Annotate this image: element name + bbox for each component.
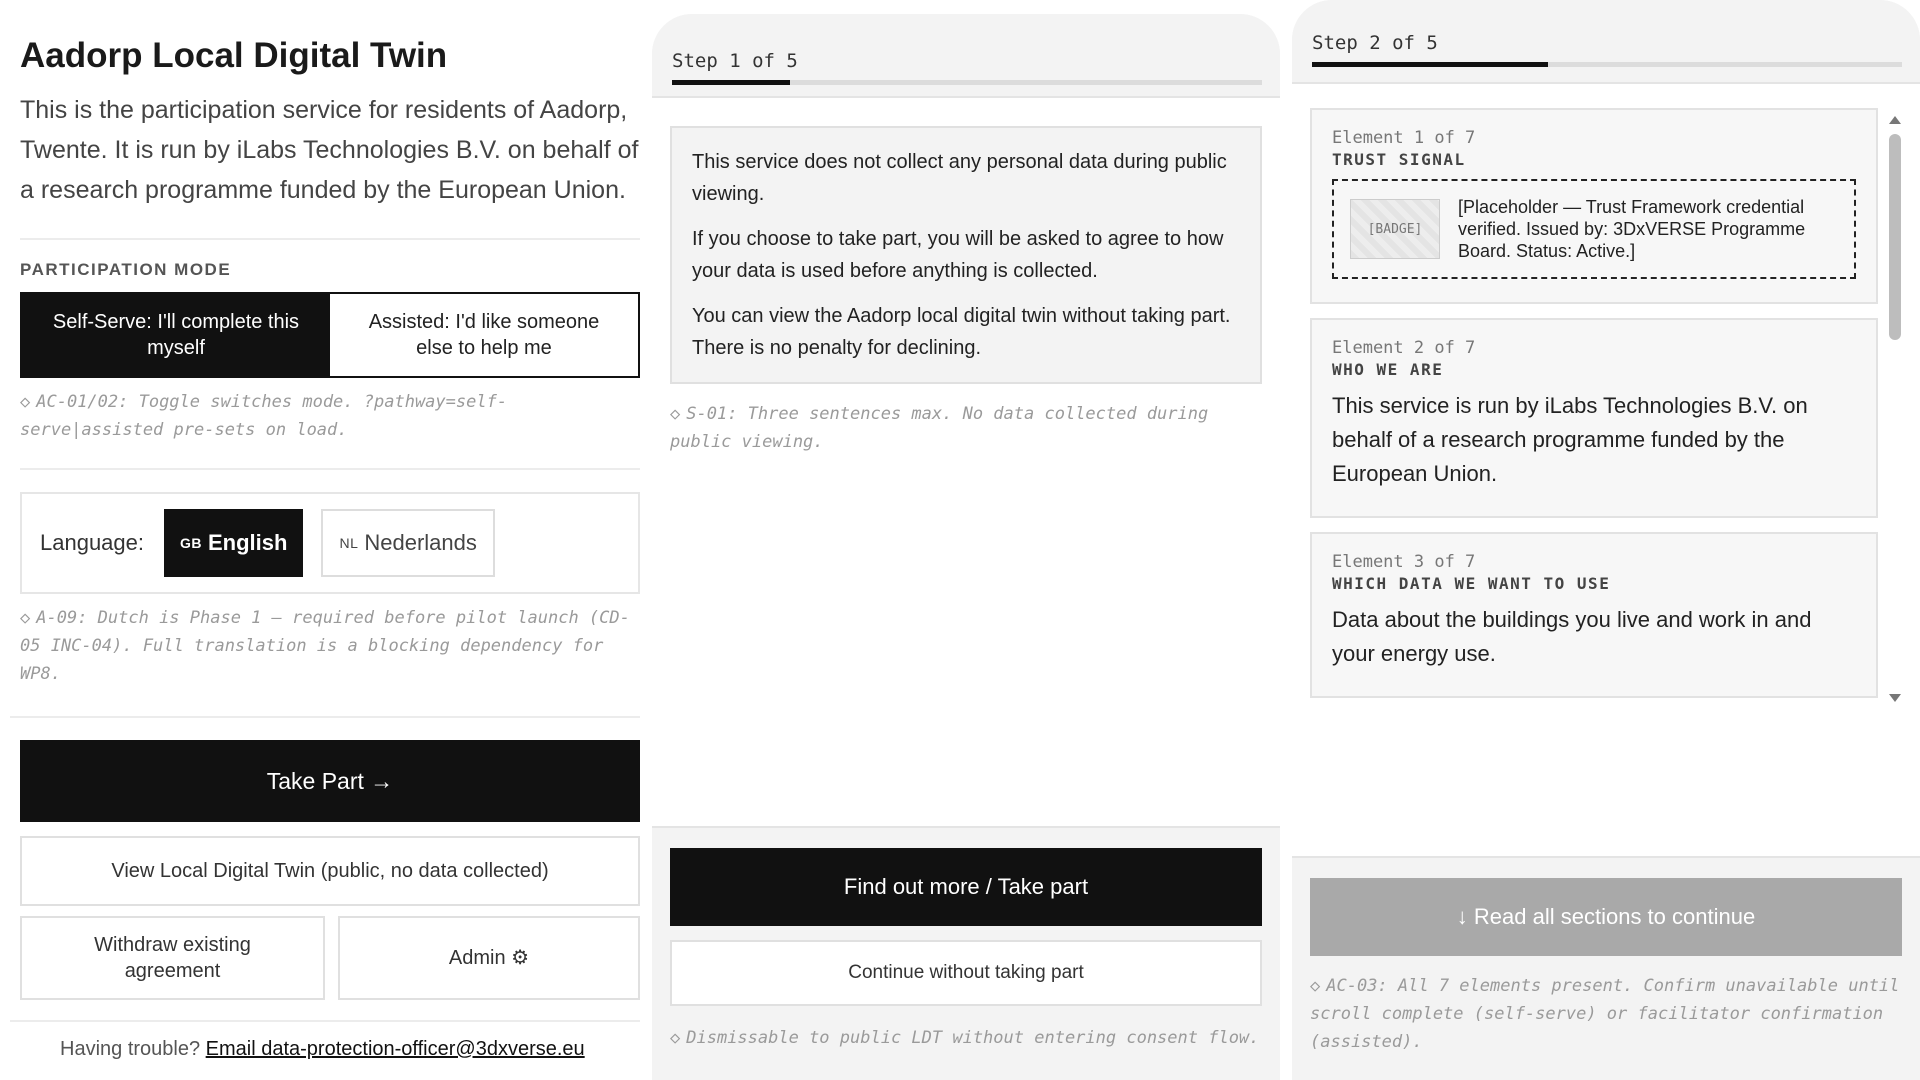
withdraw-agreement-button[interactable]: Withdraw existing agreement [20, 916, 325, 1000]
trust-credential-text: [Placeholder — Trust Framework credential verified. Issued by: 3DxVERSE Programme Board. Status: Active.] [1458, 197, 1806, 261]
divider [10, 716, 640, 718]
step-progress-bar [672, 80, 1262, 85]
info-sentence-3: You can view the Aadorp local digital twin without taking part. There is no penalty for declining. [692, 305, 1231, 359]
step-progress-fill [672, 80, 790, 85]
diamond-icon: ◇ [1310, 976, 1321, 996]
element-counter: Element 3 of 7 [1332, 552, 1476, 572]
step-1-annotation: ◇ S-01: Three sentences max. No data collected during public viewing. [670, 404, 1209, 452]
find-out-more-button[interactable]: Find out more / Take part [670, 848, 1262, 926]
privacy-info-box [670, 126, 1262, 384]
element-body: This service is run by iLabs Technologies B.V. on behalf of a research programme funded by the European Union. [1332, 393, 1808, 486]
scroll-up-icon[interactable] [1889, 116, 1901, 124]
badge-placeholder-icon: [BADGE] [1350, 199, 1440, 259]
step-progress-fill [1312, 62, 1548, 67]
landing-panel [0, 0, 640, 1080]
element-card-who-we-are [1310, 318, 1878, 518]
step-2-panel [1292, 0, 1920, 1080]
info-sentence-2: If you choose to take part, you will be asked to agree to how your data is used before anything is collected. [692, 228, 1224, 282]
diamond-icon: ◇ [670, 404, 681, 424]
divider [20, 238, 640, 240]
read-all-sections-button[interactable]: ↓ Read all sections to continue [1310, 878, 1902, 956]
divider [20, 468, 640, 470]
language-dutch-button[interactable]: NL Nederlands [321, 509, 494, 577]
dpo-email-link[interactable]: Email data-protection-officer@3dxverse.eu [205, 1038, 585, 1060]
element-card-which-data [1310, 532, 1878, 698]
footer-help: Having trouble? Email data-protection-officer@3dxverse.eu [60, 1038, 585, 1060]
element-title: WHICH DATA WE WANT TO USE [1332, 574, 1611, 593]
step-header [652, 14, 1280, 98]
dismiss-annotation: ◇ Dismissable to public LDT without entering consent flow. [670, 1028, 1260, 1048]
element-title: TRUST SIGNAL [1332, 150, 1466, 169]
intro-text: This is the participation service for residents of Aadorp, Twente. It is run by iLabs Technologies B.V. on behalf of a research programme funded by the European Union. [20, 96, 639, 204]
element-title: WHO WE ARE [1332, 360, 1444, 379]
step-indicator: Step 1 of 5 [672, 50, 798, 72]
element-counter: Element 1 of 7 [1332, 128, 1476, 148]
language-annotation: ◇ A-09: Dutch is Phase 1 — required before pilot launch (CD-05 INC-04). Full translation is a blocking dependency for WP8. [20, 608, 630, 684]
continue-without-button[interactable]: Continue without taking part [670, 940, 1262, 1006]
language-label: Language: [40, 530, 144, 555]
mode-annotation: ◇ AC-01/02: Toggle switches mode. ?pathway=self-serve|assisted pre-sets on load. [20, 392, 508, 440]
divider [10, 1020, 640, 1022]
nl-flag-icon: NL [339, 535, 359, 551]
diamond-icon: ◇ [20, 392, 31, 412]
trust-credential-box [1332, 179, 1856, 279]
participation-mode-toggle [20, 292, 640, 378]
step-header [1292, 0, 1920, 84]
scroll-thumb[interactable] [1889, 134, 1901, 340]
step-progress-bar [1312, 62, 1902, 67]
step-indicator: Step 2 of 5 [1312, 32, 1438, 54]
element-card-trust-signal [1310, 108, 1878, 304]
language-selector [20, 492, 640, 594]
info-sentence-1: This service does not collect any personal data during public viewing. [692, 151, 1227, 205]
page-title: Aadorp Local Digital Twin [20, 36, 448, 75]
participation-mode-label: PARTICIPATION MODE [20, 260, 232, 279]
view-ldt-button[interactable]: View Local Digital Twin (public, no data collected) [20, 836, 640, 906]
take-part-button[interactable]: Take Part → [20, 740, 640, 822]
self-serve-button[interactable]: Self-Serve: I'll complete this myself [22, 294, 330, 376]
language-english-button[interactable]: GB English [164, 509, 303, 577]
diamond-icon: ◇ [670, 1028, 681, 1048]
element-counter: Element 2 of 7 [1332, 338, 1476, 358]
step-2-annotation: ◇ AC-03: All 7 elements present. Confirm unavailable until scroll complete (self-serve) or facilitator confirmation (assisted). [1310, 976, 1900, 1052]
element-body: Data about the buildings you live and work in and your energy use. [1332, 607, 1812, 666]
step-1-panel [652, 14, 1280, 1080]
elements-scrollbar[interactable] [1886, 112, 1904, 702]
scroll-down-icon[interactable] [1889, 694, 1901, 702]
gb-flag-icon: GB [180, 535, 202, 551]
admin-button[interactable]: Admin ⚙ [338, 916, 640, 1000]
diamond-icon: ◇ [20, 608, 31, 628]
assisted-button[interactable]: Assisted: I'd like someone else to help me [330, 294, 638, 376]
